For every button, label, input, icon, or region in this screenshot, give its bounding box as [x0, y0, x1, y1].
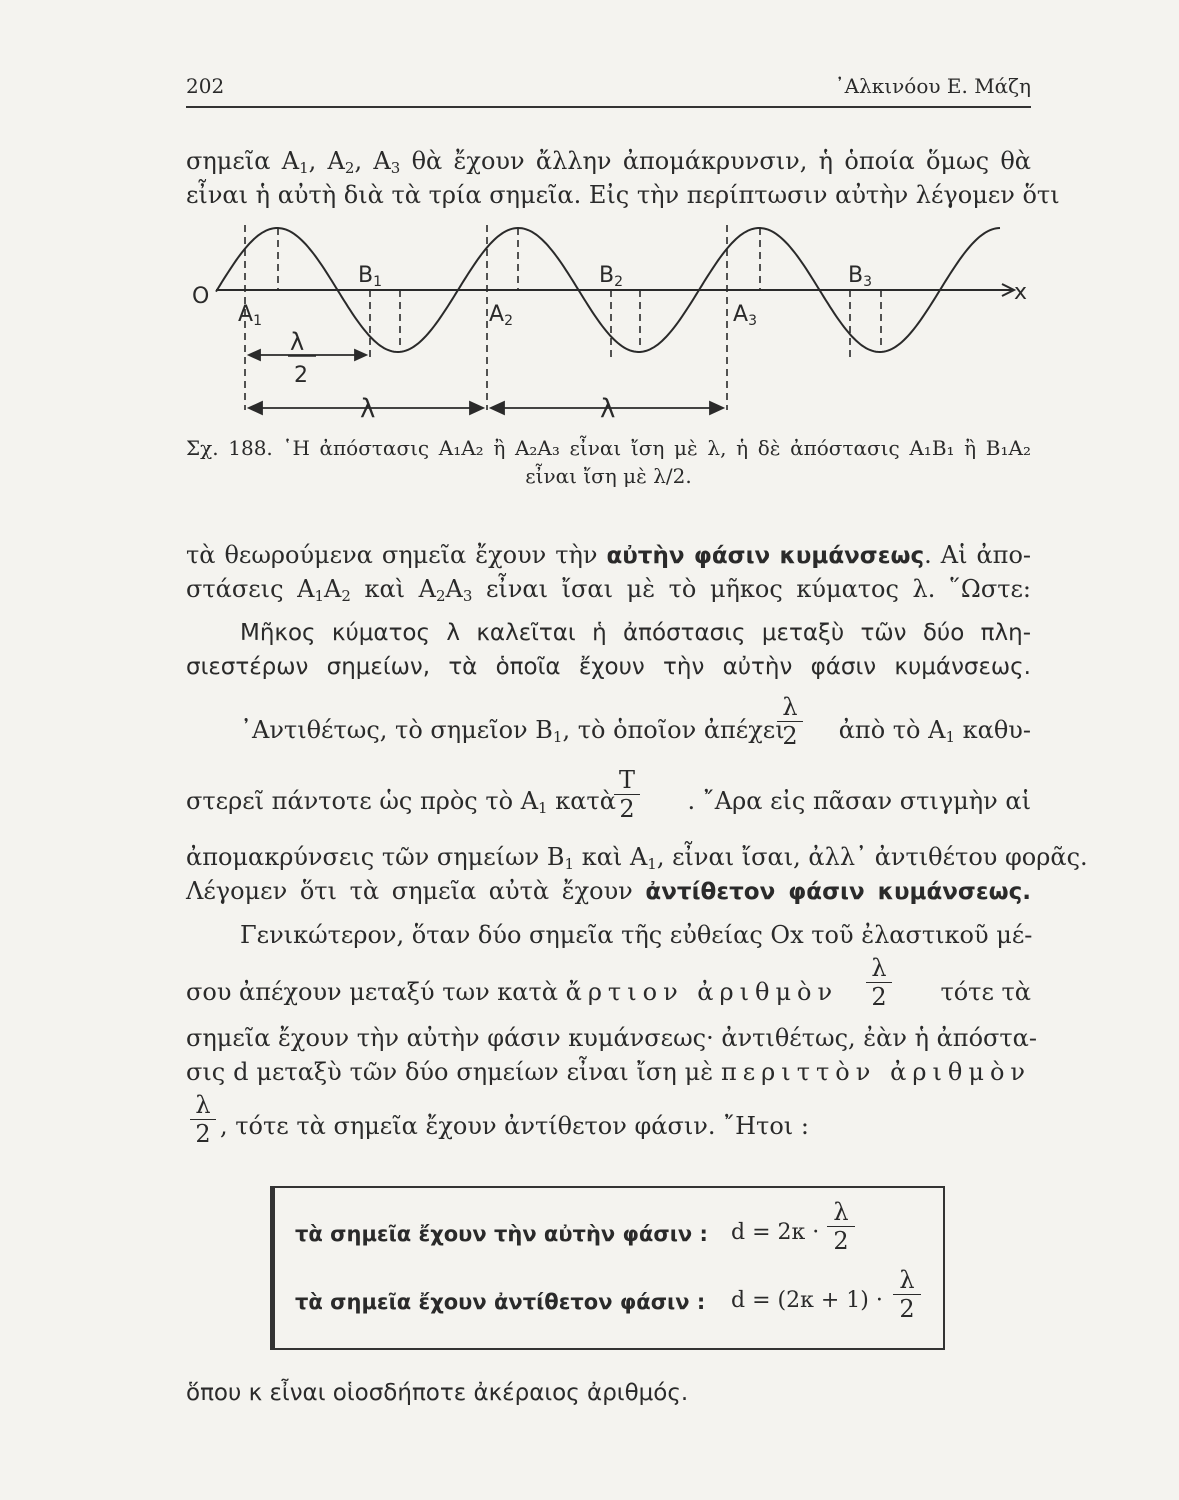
lambda-label-1: λ — [360, 394, 376, 424]
para2-line1: τὰ θεωρούμενα σημεῖα ἔχουν τὴν αὐτὴν φάσιν κυμάνσεως. Αἱ ἀπο- — [186, 541, 1032, 569]
fraction-T-over-2: T 2 — [614, 768, 640, 821]
axis-label: x — [1014, 280, 1028, 305]
definition-line2: σιεστέρων σημείων, τὰ ὁποῖα ἔχουν τὴν αὐτὴν φάσιν κυμάνσεως. — [186, 654, 1031, 680]
caption-line2: εἶναι ἴση μὲ λ/2. — [525, 464, 692, 488]
para4-line5: , τότε τὰ σημεῖα ἔχουν ἀντίθετον φάσιν. ῎Ητοι : — [220, 1112, 809, 1140]
spaced-odd-number: περιττὸν ἀριθμὸν — [720, 1058, 1031, 1086]
fraction-lambda-over-2-b: λ 2 — [866, 956, 892, 1009]
para3-line2-right: . ῎Αρα εἰς πᾶσαν στιγμὴν αἱ — [687, 787, 1031, 815]
label-B2: B2 — [599, 263, 624, 290]
half-lambda-num: λ — [290, 328, 305, 356]
para1-line2: εἶναι ἡ αὐτὴ διὰ τὰ τρία σημεῖα. Εἰς τὴν περίπτωσιν αὐτὴν λέγομεν ὅτι — [186, 181, 1060, 209]
spaced-even-number: ἄρτιον ἀριθμὸν — [565, 978, 839, 1006]
para1-line1: σημεῖα $A_1$, $A_2$, $A_3$ θὰ ἔχουν ἄλλην ἀπομάκρυνσιν, ἡ ὁποία ὅμως θὰ — [186, 147, 1031, 177]
label-A2: A2 — [489, 302, 513, 329]
label-A3: A3 — [733, 302, 757, 329]
para3-line3: ἀπομακρύνσεις τῶν σημείων $B_1$ καὶ $A_1$, εἶναι ἴσαι, ἀλλ᾿ ἀντιθέτου φορᾶς. — [186, 843, 1088, 873]
formula-row2-expr: d = (2κ + 1) · — [731, 1288, 883, 1313]
definition-line1: Μῆκος κύματος λ καλεῖται ἡ ἀπόστασις μεταξὺ τῶν δύο πλη- — [240, 620, 1031, 646]
formula-row1-fraction: λ 2 — [827, 1200, 855, 1253]
bold-same-phase: αὐτὴν φάσιν κυμάνσεως — [606, 543, 925, 569]
formula-box — [273, 1186, 945, 1350]
para4-line2-right: τότε τὰ — [940, 978, 1031, 1006]
formula-row2-label: τὰ σημεῖα ἔχουν ἀντίθετον φάσιν : — [295, 1290, 706, 1314]
label-B1: B1 — [358, 263, 383, 290]
label-B3: B3 — [848, 263, 873, 290]
para3-line1-left: ᾿Αντιθέτως, τὸ σημεῖον $B_1$, τὸ ὁποῖον ἀπέχει — [240, 716, 785, 746]
caption-line1: Σχ. 188. ῾Η ἀπόστασις A₁A₂ ἢ A₂A₃ εἶναι ἴση μὲ λ, ἡ δὲ ἀπόστασις A₁B₁ ἢ B₁A₂ — [186, 436, 1031, 460]
para3-line4: Λέγομεν ὅτι τὰ σημεῖα αὐτὰ ἔχουν ἀντίθετον φάσιν κυμάνσεως. — [186, 877, 1031, 905]
para2-line2: στάσεις $A_1A_2$ καὶ $A_2A_3$ εἶναι ἴσαι μὲ τὸ μῆκος κύματος λ. ῞Ωστε: — [186, 575, 1031, 605]
formula-row1-expr: d = 2κ · — [731, 1220, 820, 1245]
para4-line1: Γενικώτερον, ὅταν δύο σημεῖα τῆς εὐθείας Ox τοῦ ἐλαστικοῦ μέ- — [240, 921, 1033, 949]
formula-row1-label: τὰ σημεῖα ἔχουν τὴν αὐτὴν φάσιν : — [295, 1222, 708, 1246]
figure-caption — [186, 434, 1031, 490]
para3-line1-right: ἀπὸ τὸ $A_1$ καθυ- — [838, 716, 1031, 746]
closing-line: ὅπου κ εἶναι οἱοσδήποτε ἀκέραιος ἀριθμός. — [186, 1380, 689, 1406]
label-A1: A1 — [238, 302, 262, 329]
para4-line2-left: σου ἀπέχουν μεταξύ των κατὰ ἄρτιον ἀριθμὸν — [186, 978, 839, 1006]
bold-opposite-phase: ἀντίθετον φάσιν κυμάνσεως. — [645, 879, 1031, 905]
running-head-author: ᾿Αλκινόου Ε. Μάζη — [834, 74, 1031, 98]
fraction-lambda-over-2: λ 2 — [777, 695, 803, 748]
lambda-label-2: λ — [600, 394, 616, 424]
origin-label: O — [192, 284, 210, 309]
para3-line2-left: στερεῖ πάντοτε ὡς πρὸς τὸ $A_1$ κατὰ — [186, 787, 616, 817]
para4-line3: σημεῖα ἔχουν τὴν αὐτὴν φάσιν κυμάνσεως· ἀντιθέτως, ἐὰν ἡ ἀπόστα- — [186, 1024, 1037, 1052]
para4-line4: σις d μεταξὺ τῶν δύο σημείων εἶναι ἴση μὲ περιττὸν ἀριθμὸν — [186, 1058, 1031, 1086]
half-lambda-den: 2 — [294, 363, 308, 388]
fraction-lambda-over-2-c: λ 2 — [190, 1093, 216, 1146]
formula-row2-fraction: λ 2 — [893, 1268, 921, 1321]
page-number: 202 — [186, 74, 225, 98]
